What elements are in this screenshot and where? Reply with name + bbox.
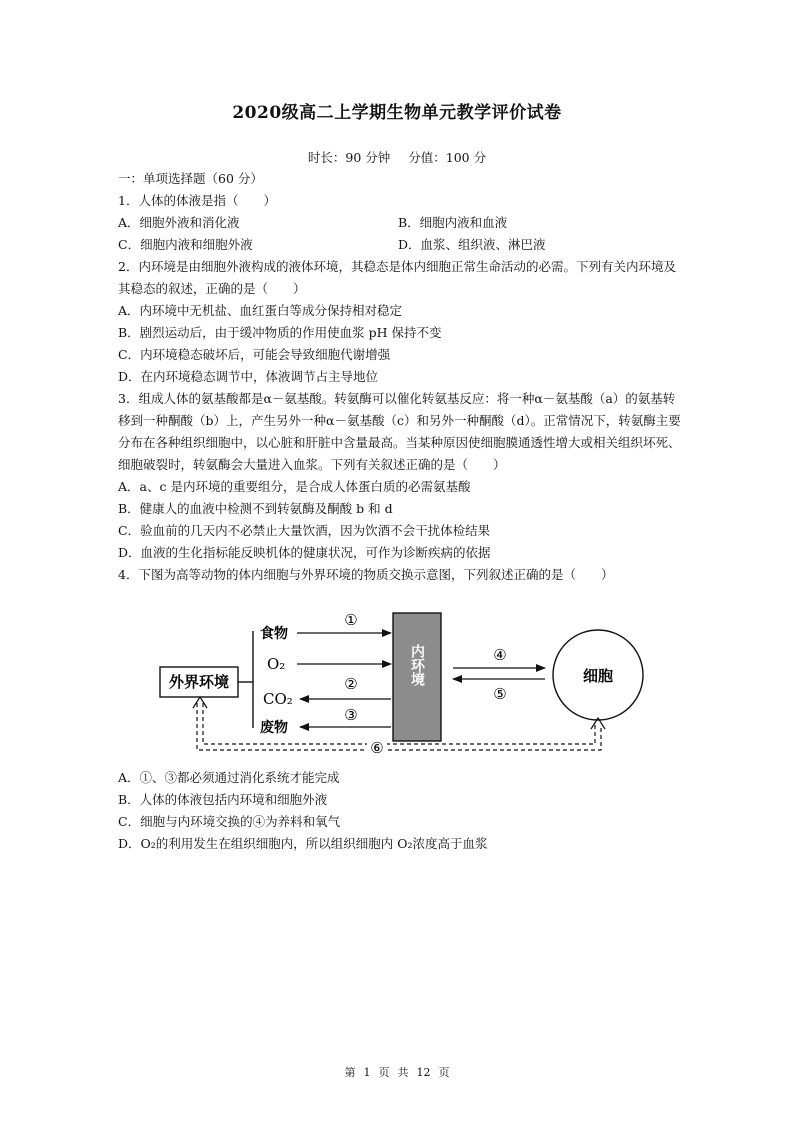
dashed-arrowhead-left <box>193 697 207 708</box>
marker-3: ③ <box>344 706 358 724</box>
q1-option-a: A．细胞外液和消化液 <box>118 215 240 230</box>
q4-stem: 4．下图为高等动物的体内细胞与外界环境的物质交换示意图，下列叙述正确的是（ ） <box>118 567 614 582</box>
footer-gong: 共 <box>397 1066 409 1079</box>
q3-option-b: B．健康人的血液中检测不到转氨酶及酮酸 b 和 d <box>118 501 393 516</box>
q4-option-b: B．人体的体液包括内环境和细胞外液 <box>118 792 328 807</box>
footer-di: 第 <box>344 1066 356 1079</box>
q2-option-c: C．内环境稳态破坏后，可能会导致细胞代谢增强 <box>118 347 391 362</box>
q2-option-d: D．在内环境稳态调节中，体液调节占主导地位 <box>118 369 379 384</box>
food-label: 食物 <box>260 626 288 642</box>
q4-option-a: A．①、③都必须通过消化系统才能完成 <box>118 770 340 785</box>
footer-page-number: 1 <box>363 1066 371 1079</box>
marker-6: ⑥ <box>370 739 384 757</box>
section-heading: 一：单项选择题（60 分） <box>118 171 263 186</box>
q4-options <box>118 767 683 855</box>
q2-stem: 2．内环境是由细胞外液构成的液体环境，其稳态是体内细胞正常生命活动的必需。下列有关内环境及其稳态的叙述，正确的是（ ） <box>118 259 676 296</box>
cell-label: 细胞 <box>582 667 614 685</box>
q3-stem: 3．组成人体的氨基酸都是α－氨基酸。转氨酶可以催化转氨基反应：将一种α－氨基酸（a）的氨基转移到一种酮酸（b）上，产生另外一种α－氨基酸（c）和另外一种酮酸（d）。正常情况下，转氨酶主要分布在各种组织细胞中，以心脏和肝脏中含量最高。当某种原因使细胞膜通透性增大或相关组织坏死、细胞破裂时，转氨酶会大量进入血浆。下列有关叙述正确的是（ ） <box>118 391 681 472</box>
waste-label: 废物 <box>260 720 288 736</box>
footer-ye2: 页 <box>438 1066 450 1079</box>
marker-1: ① <box>344 611 358 629</box>
outer-env-label: 外界环境 <box>168 673 230 691</box>
q4-option-c: C．细胞与内环境交换的④为养料和氧气 <box>118 814 341 829</box>
marker-4: ④ <box>493 646 507 664</box>
q1-option-b: B．细胞内液和血液 <box>398 215 508 230</box>
exchange-diagram-svg <box>155 605 655 765</box>
q1-option-d: D．血浆、组织液、淋巴液 <box>398 237 546 252</box>
marker-5: ⑤ <box>493 685 507 703</box>
footer-total-pages: 12 <box>416 1066 431 1079</box>
q3-option-c: C．验血前的几天内不必禁止大量饮酒，因为饮酒不会干扰体检结果 <box>118 523 491 538</box>
q1-options-row2 <box>118 234 683 256</box>
q3-option-d: D．血液的生化指标能反映机体的健康状况，可作为诊断疾病的依据 <box>118 545 491 560</box>
q1-stem: 1．人体的体液是指（ ） <box>118 193 276 208</box>
q3-option-a: A．a、c 是内环境的重要组分，是合成人体蛋白质的必需氨基酸 <box>118 479 471 494</box>
exam-meta <box>0 148 794 166</box>
inner-env-label: 内环境 <box>409 644 425 686</box>
exam-title: 2020级高二上学期生物单元教学评价试卷 <box>232 103 562 123</box>
questions-body <box>118 168 683 586</box>
co2-label: CO₂ <box>263 690 293 708</box>
page-footer <box>0 1064 794 1080</box>
duration: 时长：90 分钟 <box>307 150 391 165</box>
o2-label: O₂ <box>267 655 286 673</box>
q1-options-row1 <box>118 212 683 234</box>
exchange-diagram <box>155 605 655 765</box>
score: 分值：100 分 <box>408 150 487 165</box>
q4-option-d: D．O₂的利用发生在组织细胞内，所以组织细胞内 O₂浓度高于血浆 <box>118 836 488 851</box>
q2-option-b: B．剧烈运动后，由于缓冲物质的作用使血浆 pH 保持不变 <box>118 325 442 340</box>
q2-option-a: A．内环境中无机盐、血红蛋白等成分保持相对稳定 <box>118 303 403 318</box>
marker-2: ② <box>344 675 358 693</box>
footer-ye: 页 <box>378 1066 390 1079</box>
q1-option-c: C．细胞内液和细胞外液 <box>118 237 253 252</box>
